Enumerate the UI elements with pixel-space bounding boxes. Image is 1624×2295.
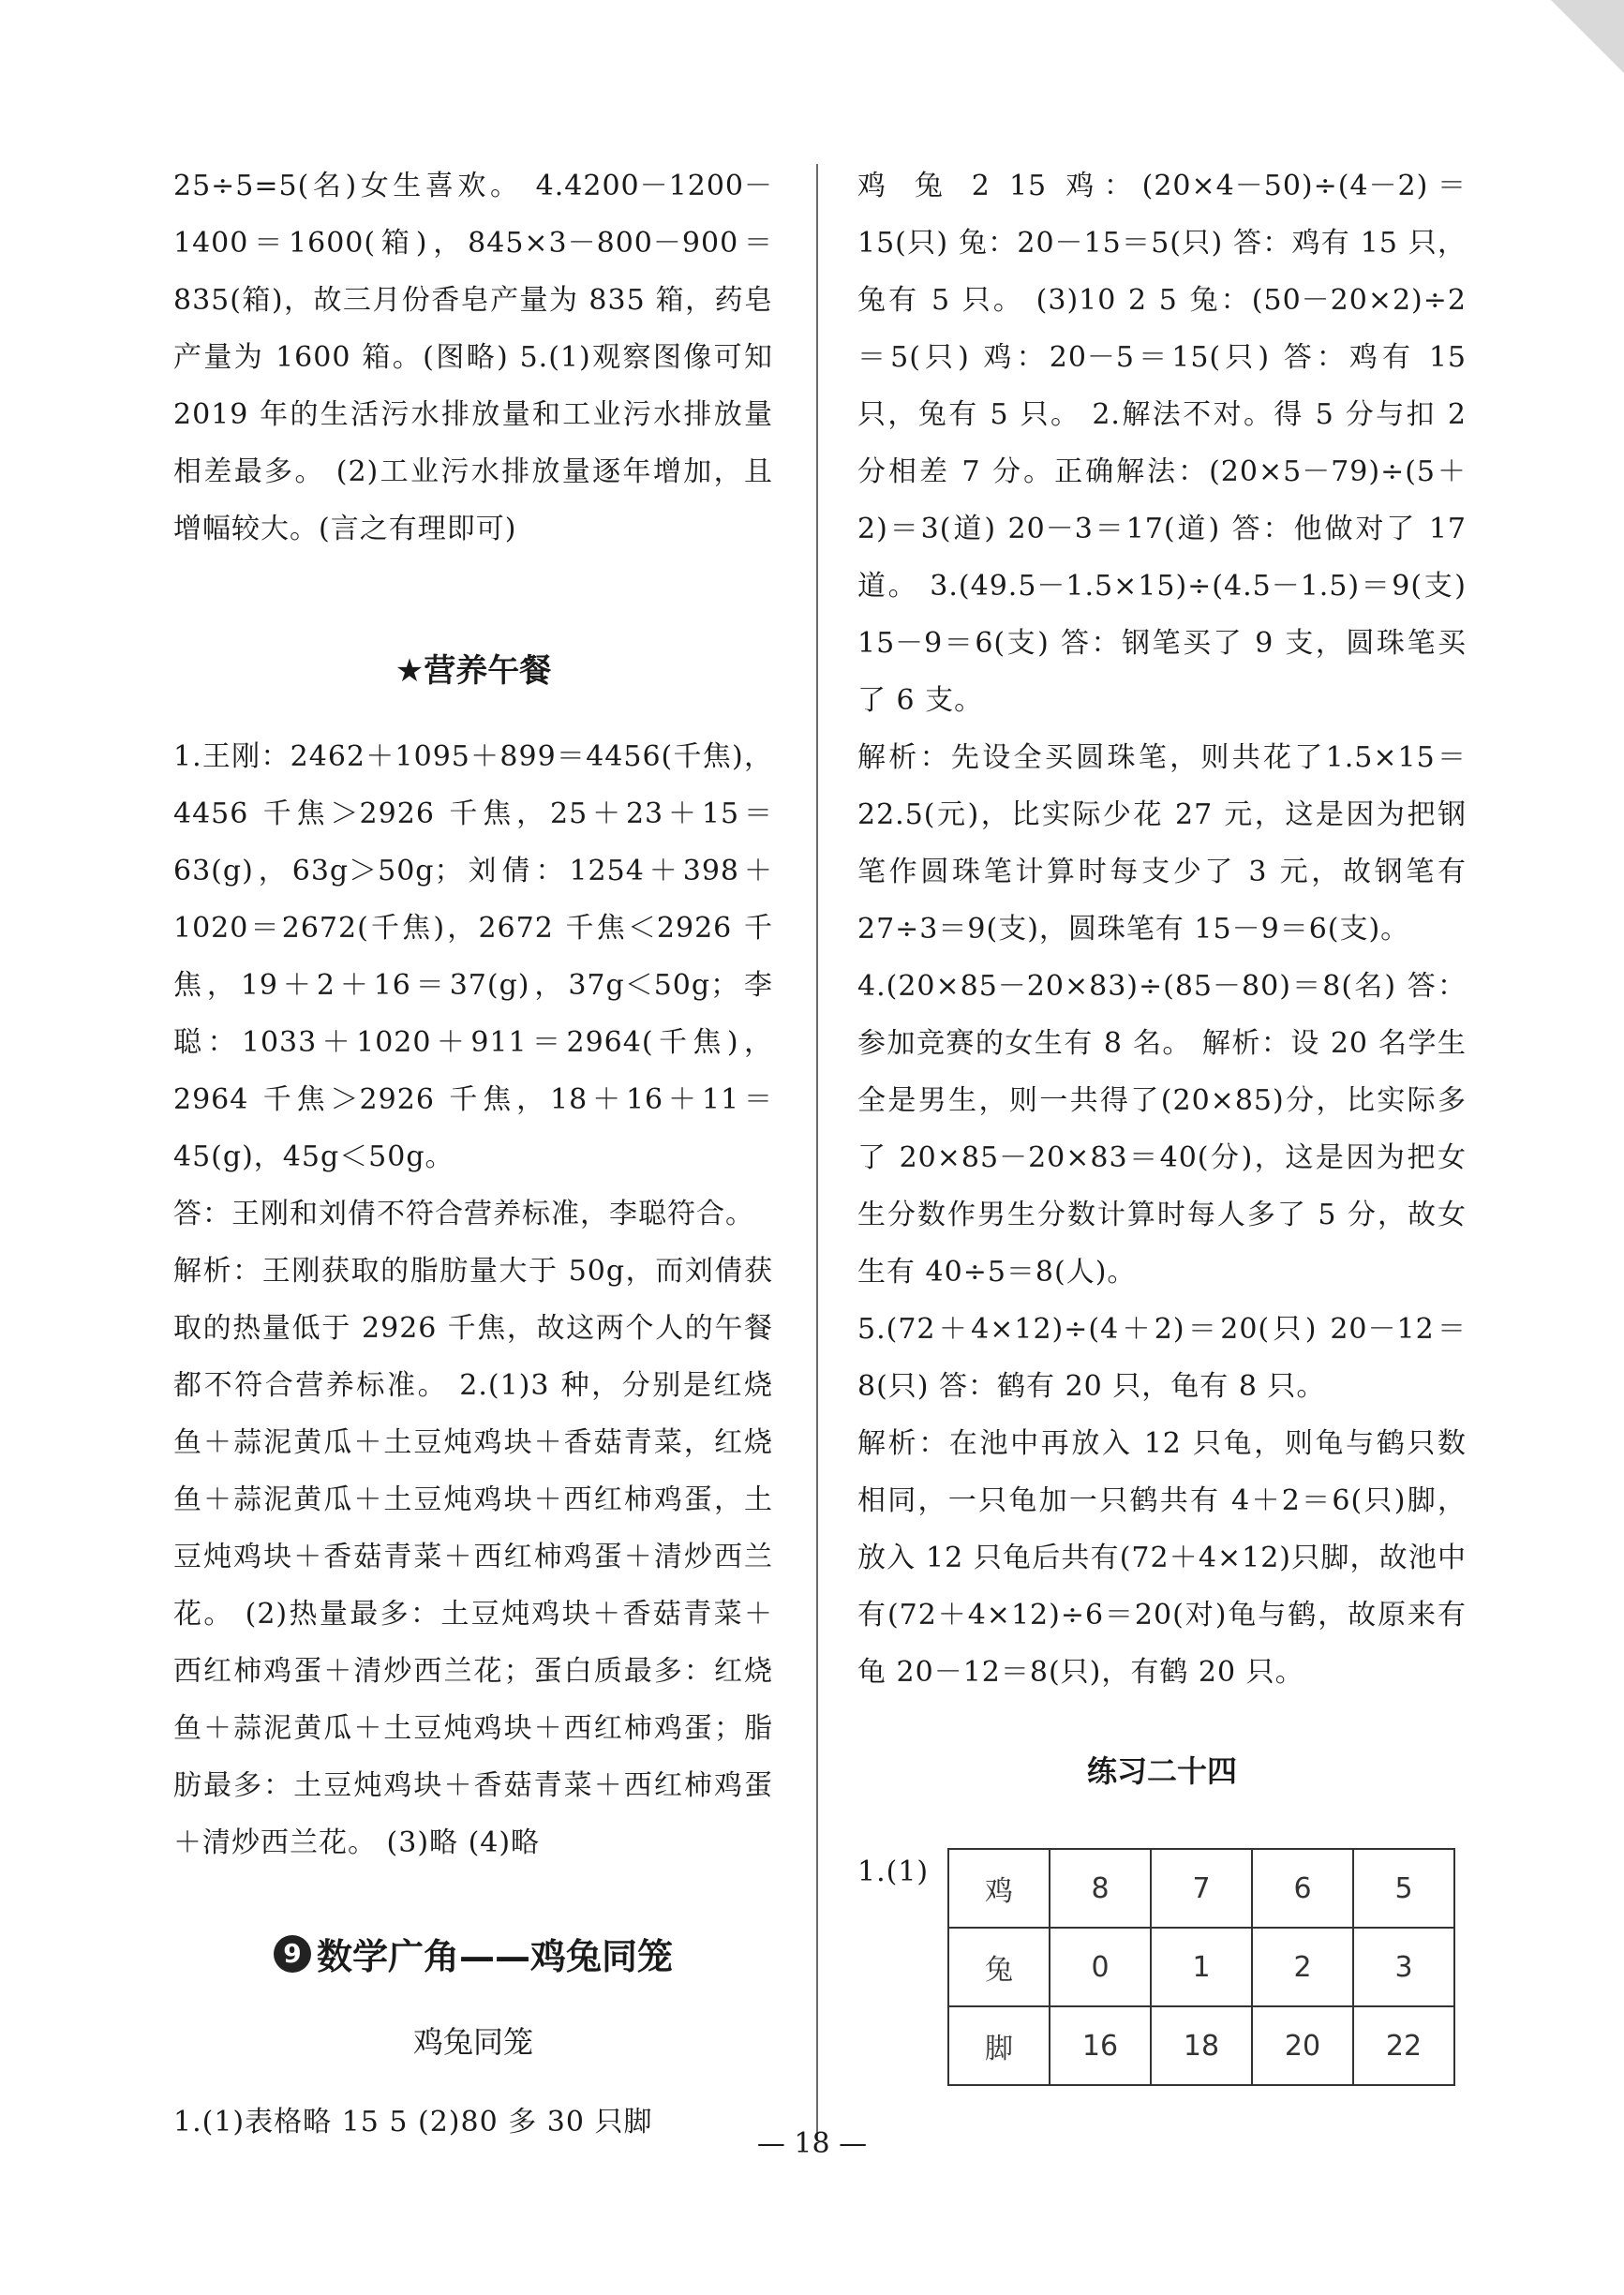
chapter-title (173, 1928, 773, 1979)
table-cell: 1 (1151, 1928, 1252, 2006)
table-row (948, 1928, 1454, 2006)
column-divider (816, 164, 818, 2141)
question-1-label: 1.(1) (857, 1855, 930, 1888)
chicken-rabbit-table (947, 1848, 1455, 2086)
table-cell: 5 (1353, 1849, 1454, 1928)
left-column (173, 157, 773, 2151)
table-cell: 22 (1353, 2006, 1454, 2085)
table-cell: 鸡 (948, 1849, 1050, 1928)
sub-title-chicken-rabbit: 鸡兔同笼 (412, 2024, 533, 2060)
table-cell: 16 (1050, 2006, 1151, 2085)
table-cell: 2 (1252, 1928, 1353, 2006)
left-paragraph-3: 答：王刚和刘倩不符合营养标准，李聪符合。 (173, 1198, 754, 1230)
table-cell: 7 (1151, 1849, 1252, 1928)
right-paragraph-3: 4.(20×85－20×83)÷(85－80)＝8(名) 答：参加竞赛的女生有 8 名。 解析：设 20 名学生全是男生，则一共得了(20×85)分，比实际多了 20×85－20×83＝40(分)，这是因为把女生分数作男生分数计算时每人多了 5 分，故女生有 40÷5＝8(人)。 (857, 970, 1467, 1289)
right-paragraph-4: 5.(72＋4×12)÷(4＋2)＝20(只) 20－12＝8(只) 答：鹤有 20 只，龟有 8 只。 (857, 1313, 1467, 1403)
right-paragraph-5: 解析：在池中再放入 12 只龟，则龟与鹤只数相同，一只龟加一只鹤共有 4＋2＝6(只)脚，放入 12 只龟后共有(72＋4×12)只脚，故池中有(72＋4×12)÷6＝20(对)龟与鹤，故原来有龟 20－12＝8(只)，有鹤 20 只。 (857, 1427, 1467, 1689)
table-cell: 兔 (948, 1928, 1050, 2006)
page-corner-fold (1551, 0, 1624, 73)
right-paragraph-2: 解析：先设全买圆珠笔，则共花了1.5×15＝22.5(元)，比实际少花 27 元，这是因为把钢笔作圆珠笔计算时每支少了 3 元，故钢笔有 27÷3＝9(支)，圆珠笔有 15－9＝6(支)。 (857, 741, 1467, 946)
left-paragraph-2: 1.王刚：2462＋1095＋899＝4456(千焦)，4456 千焦＞2926 千焦，25＋23＋15＝63(g)，63g＞50g；刘倩：1254＋398＋1020＝2672(千焦)，2672 千焦＜2926 千焦，19＋2＋16＝37(g)，37g＜50g；李聪：1033＋1020＋911＝2964(千焦)，2964 千焦＞2926 千焦，18＋16＋11＝45(g)，45g＜50g。 (173, 740, 773, 1173)
table-cell: 6 (1252, 1849, 1353, 1928)
table-row (948, 2006, 1454, 2085)
chapter-title-text: 数学广角——鸡兔同笼 (316, 1936, 673, 1977)
left-paragraph-4: 解析：王刚获取的脂肪量大于 50g，而刘倩获取的热量低于 2926 千焦，故这两个人的午餐都不符合营养标准。 2.(1)3 种，分别是红烧鱼＋蒜泥黄瓜＋土豆炖鸡块＋香菇青菜，红烧鱼＋蒜泥黄瓜＋土豆炖鸡块＋西红柿鸡蛋，土豆炖鸡块＋香菇青菜＋西红柿鸡蛋＋清炒西兰花。 (2)热量最多：土豆炖鸡块＋香菇青菜＋西红柿鸡蛋＋清炒西兰花；蛋白质最多：红烧鱼＋蒜泥黄瓜＋土豆炖鸡块＋西红柿鸡蛋；脂肪最多：土豆炖鸡块＋香菇青菜＋西红柿鸡蛋＋清炒西兰花。 (3)略 (4)略 (173, 1255, 773, 1859)
table-row (948, 1849, 1454, 1928)
section-title-nutrition-lunch: ★营养午餐 (395, 652, 552, 690)
table-cell: 3 (1353, 1928, 1454, 2006)
left-paragraph-1: 25÷5=5(名)女生喜欢。 4.4200－1200－1400＝1600(箱)，845×3－800－900＝835(箱)，故三月份香皂产量为 835 箱，药皂产量为 1600 箱。(图略) 5.(1)观察图像可知 2019 年的生活污水排放量和工业污水排放量相差最多。 (2)工业污水排放量逐年增加，且增幅较大。(言之有理即可) (173, 170, 773, 545)
chapter-number-badge: 9 (274, 1935, 311, 1973)
table-cell: 脚 (948, 2006, 1050, 2085)
table-cell: 8 (1050, 1849, 1151, 1928)
section-title-exercise-24: 练习二十四 (1086, 1753, 1237, 1789)
left-paragraph-5: 1.(1)表格略 15 5 (2)80 多 30 只脚 (173, 2106, 653, 2139)
right-column (857, 157, 1467, 1900)
table-cell: 0 (1050, 1928, 1151, 2006)
table-cell: 20 (1252, 2006, 1353, 2085)
right-paragraph-1: 鸡 兔 2 15 鸡：(20×4－50)÷(4－2)＝15(只) 兔：20－15＝5(只) 答：鸡有 15 只，兔有 5 只。 (3)10 2 5 兔：(50－20×2)÷2＝5(只) 鸡：20－5＝15(只) 答：鸡有 15 只，兔有 5 只。 2.解法不对。得 5 分与扣 2 分相差 7 分。正确解法：(20×5－79)÷(5＋2)＝3(道) 20－3＝17(道) 答：他做对了 17 道。 3.(49.5－1.5×15)÷(4.5－1.5)＝9(支) 15－9＝6(支) 答：钢笔买了 9 支，圆珠笔买了 6 支。 (857, 170, 1467, 717)
table-cell: 18 (1151, 2006, 1252, 2085)
page-number: — 18 — (756, 2127, 868, 2160)
